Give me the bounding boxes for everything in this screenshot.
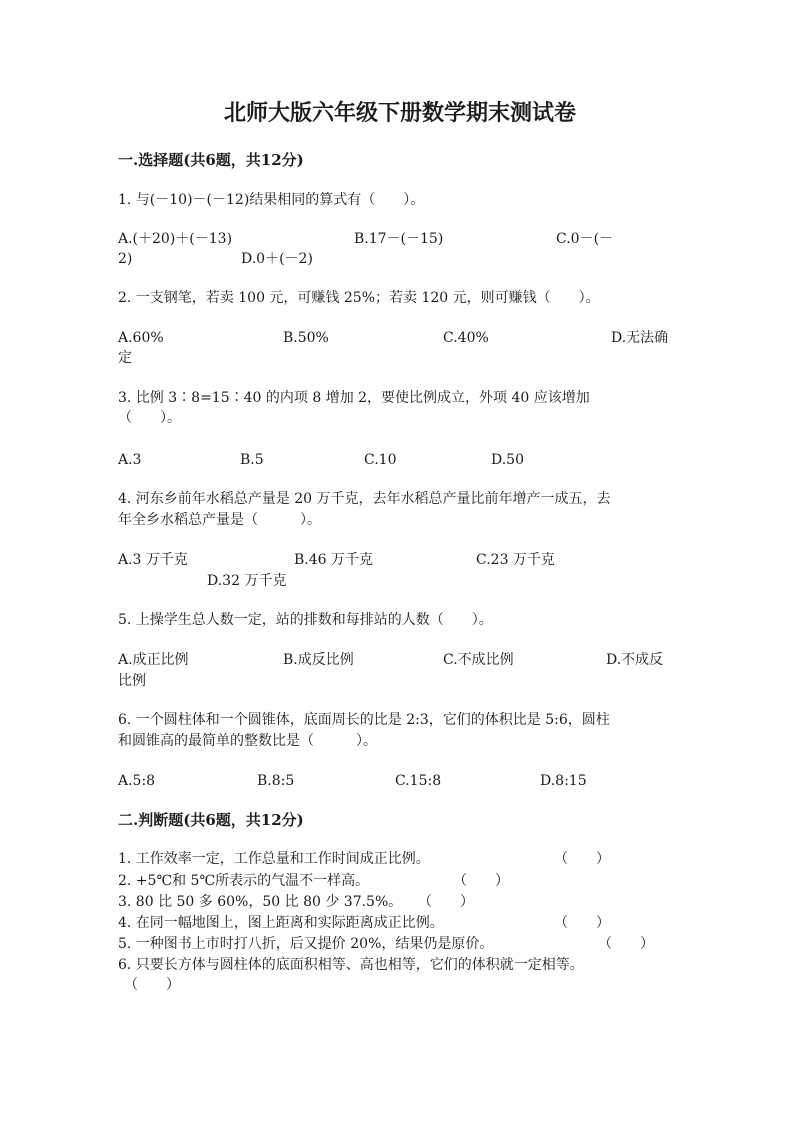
option-d-wrap: 定 (118, 350, 132, 366)
option-c: C.40% (443, 330, 489, 346)
question-stem-wrap: 和圆锥高的最简单的整数比是（ ）。 (118, 733, 377, 749)
option-c: C.0－(－ (556, 231, 614, 247)
judgment-item: 3. 80 比 50 多 60%，50 比 80 少 37.5%。 (118, 894, 403, 910)
question-stem-wrap: 年全乡水稻总产量是（ ）。 (118, 512, 321, 528)
judgment-item: 5. 一种图书上市时打八折，后又提价 20%，结果仍是原价。 (118, 936, 494, 952)
option-c: C.23 万千克 (476, 552, 555, 568)
answer-blank[interactable]: （ ） (598, 936, 654, 952)
option-a: A.3 万千克 (118, 552, 188, 568)
question-stem: 6. 一个圆柱体和一个圆锥体，底面周长的比是 2:3，它们的体积比是 5:6，圆柱 (118, 712, 610, 728)
option-b: B.50% (283, 330, 329, 346)
question-stem: 4. 河东乡前年水稻总产量是 20 万千克，去年水稻总产量比前年增产一成五，去 (118, 491, 611, 507)
judgment-item: 4. 在同一幅地图上，图上距离和实际距离成正比例。 (118, 915, 444, 931)
question-stem: 5. 上操学生总人数一定，站的排数和每排站的人数（ ）。 (118, 612, 493, 628)
answer-blank[interactable]: （ ） (418, 894, 474, 910)
judgment-item: 6. 只要长方体与圆柱体的底面积相等、高也相等，它们的体积就一定相等。 (118, 957, 584, 973)
option-d: D.0＋(－2) (241, 251, 313, 267)
option-b: B.5 (240, 452, 264, 468)
question-stem: 3. 比例 3∶8=15∶40 的内项 8 增加 2，要使比例成立，外项 40 应该增加 (118, 390, 590, 406)
judgment-item: 2. +5℃和 5℃所表示的气温不一样高。 (118, 873, 370, 889)
option-c-wrap: 2) (118, 251, 133, 267)
option-b: B.成反比例 (283, 652, 354, 668)
option-a: A.成正比例 (118, 652, 189, 668)
option-d: D.无法确 (611, 330, 669, 346)
answer-blank[interactable]: （ ） (554, 851, 610, 867)
option-a: A.5:8 (118, 773, 156, 789)
option-c: C.15:8 (395, 773, 442, 789)
option-d: D.8:15 (540, 773, 587, 789)
answer-blank[interactable]: （ ） (554, 915, 610, 931)
question-stem: 1. 与(－10)－(－12)结果相同的算式有（ ）。 (118, 192, 425, 208)
page-title: 北师大版六年级下册数学期末测试卷 (223, 100, 576, 126)
option-a: A.3 (118, 452, 142, 468)
option-c: C.不成比例 (443, 652, 514, 668)
section-heading-judgment: 二.判断题(共6题，共12分) (118, 811, 304, 829)
section-heading-choice: 一.选择题(共6题，共12分) (118, 151, 304, 169)
option-a: A.60% (118, 330, 164, 346)
option-b: B.46 万千克 (294, 552, 374, 568)
question-stem-wrap: （ ）。 (118, 410, 181, 426)
option-d: D.32 万千克 (207, 573, 287, 589)
option-a: A.(＋20)＋(－13) (118, 231, 233, 247)
answer-blank[interactable]: （ ） (453, 873, 509, 889)
answer-blank[interactable]: （ ） (124, 977, 180, 993)
option-d: D.50 (491, 452, 524, 468)
option-d-wrap: 比例 (118, 673, 146, 689)
judgment-item: 1. 工作效率一定，工作总量和工作时间成正比例。 (118, 851, 430, 867)
option-b: B.17－(－15) (354, 231, 444, 247)
option-c: C.10 (364, 452, 397, 468)
option-d: D.不成反 (606, 652, 664, 668)
question-stem: 2. 一支钢笔，若卖 100 元，可赚钱 25%；若卖 120 元，则可赚钱（ ）。 (118, 290, 600, 306)
option-b: B.8:5 (257, 773, 295, 789)
